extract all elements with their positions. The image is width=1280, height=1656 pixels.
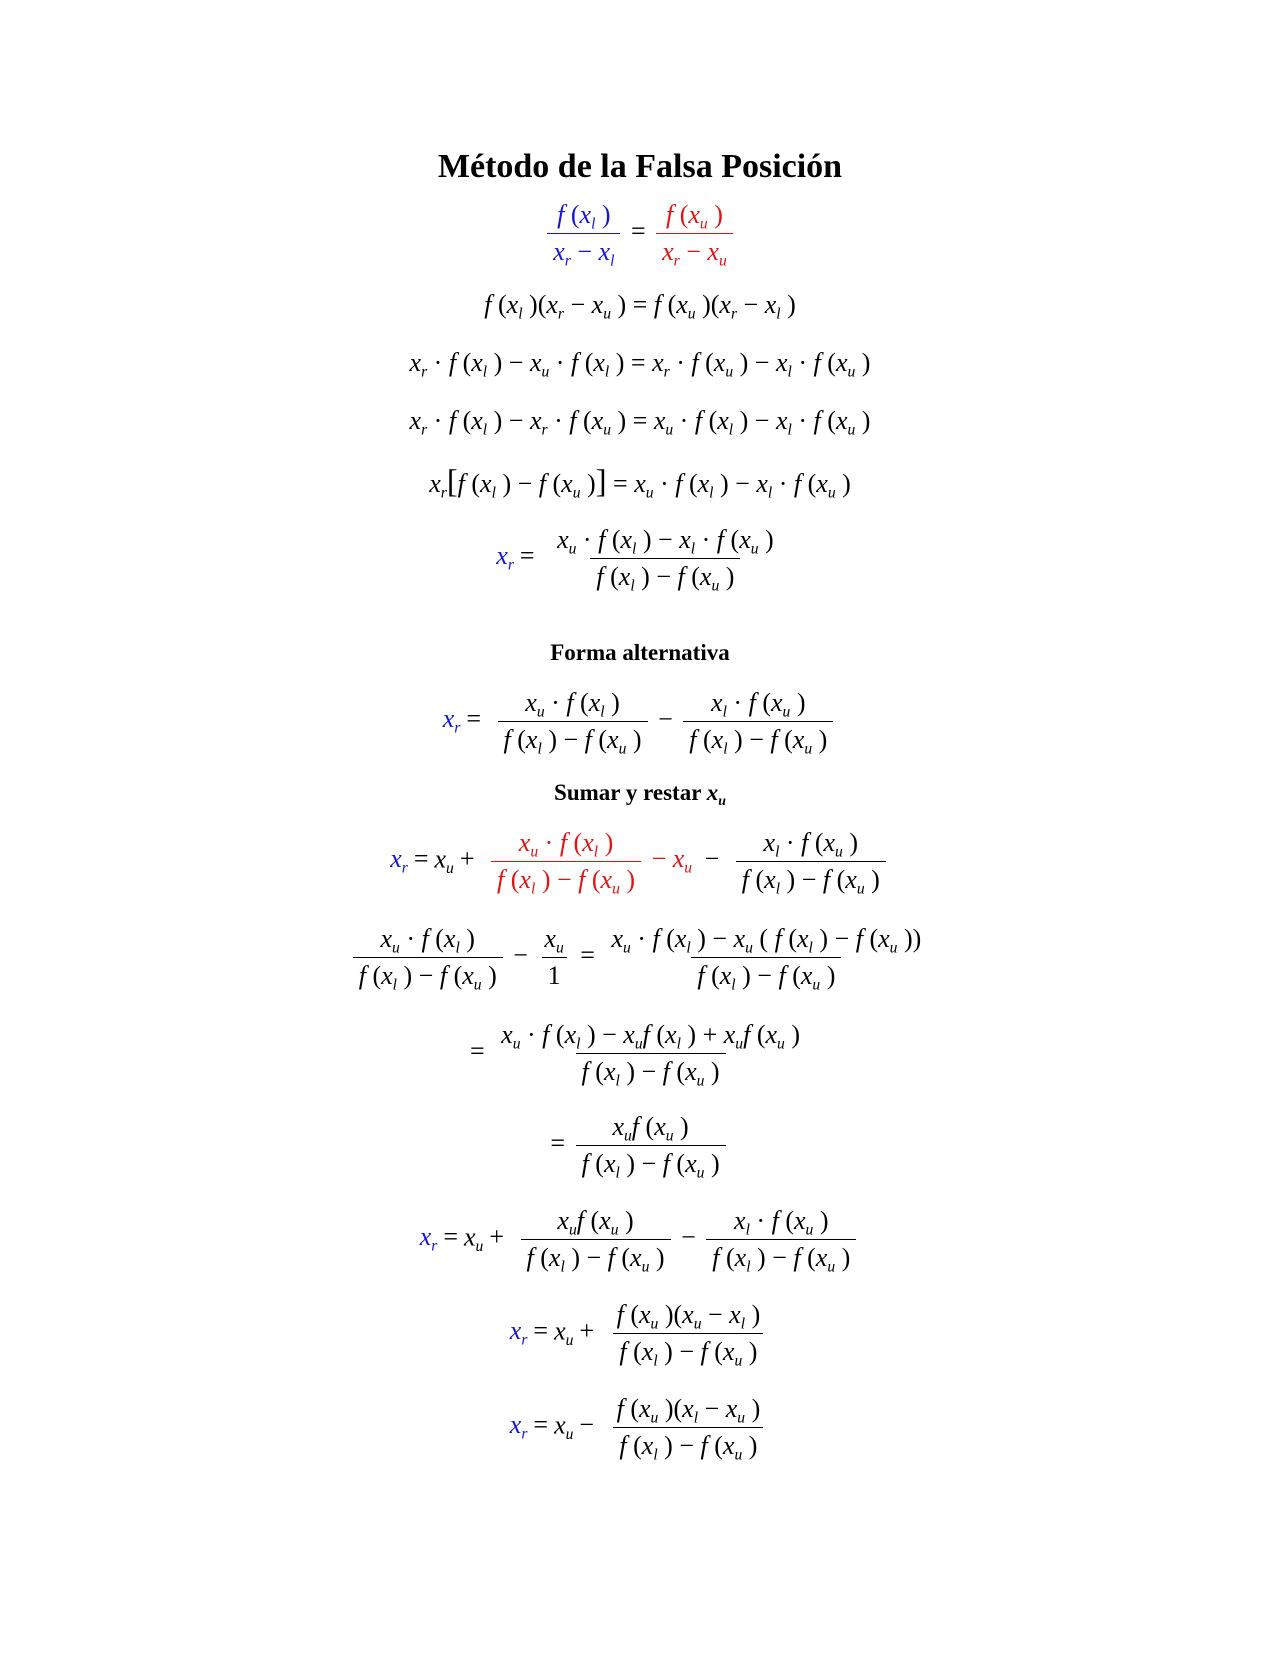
equation-alternative-minus: $x_r = x_u$ − $\frac{f (x_u )(x_l - x_u )}{f (x_l ) - f (x_u )}$ [0,1394,1280,1461]
equation-combine-terms: $\frac{x_u \cdot f (x_l )}{f (x_l ) - f (x_u )}$ − $\frac{x_u}{1}$ = $\frac{x_u \cdot f (x_l ) - x_u ( f (x_l ) - f (x_u ))}{f (x_l ) - f (x_u )}$ [0,924,1280,991]
equation-factored: $x_r[f$ ($x_l$ ) − f ($x_u$ )] = $x_u \cdot f$ ($x_l$ ) − $x_l \cdot f$ ($x_u$ ) [429,464,851,502]
heading-add-subtract-sub: u [718,792,726,808]
heading-add-subtract [0,780,1280,806]
heading-alternative-form: Forma alternativa [550,640,730,665]
page-title: Método de la Falsa Posición [437,148,843,185]
equation-false-position-formula: $x_r$ = $\frac{x_u \cdot f (x_l ) - x_l \cdot f (x_u )}{f (x_l ) - f (x_u )}$ [496,525,774,595]
heading-add-subtract-text: Sumar y restar [554,780,707,805]
equation-similar-triangles: $\frac{f (x_l )}{x_r - x_l}$ = $\frac{f (x_u )}{x_r - x_u}$ [0,200,1280,267]
equation-substituted: $x_r = x_u$ + $\frac{x_uf (x_u )}{f (x_l ) - f (x_u )}$ − $\frac{x_l \cdot f (x_u )}{f (x_l ) - f (x_u )}$ [0,1206,1280,1273]
equation-add-subtract-xu: $x_r = x_u$ + $\frac{x_u \cdot f (x_l )}{f (x_l ) - f (x_u )}$ − $x_u$ − $\frac{x_l \cdot f (x_u )}{f (x_l ) - f (x_u )}$ [0,828,1280,895]
equation-cross-multiply: f ($x_l$ )($x_r - x_u$ ) = f ($x_u$ )($x_r - x_l$ ) [484,290,796,323]
equation-alternative-plus: $x_r = x_u$ + $\frac{f (x_u )(x_u - x_l )}{f (x_l ) - f (x_u )}$ [0,1300,1280,1367]
equation-simplified: = $\frac{x_uf (x_u )}{f (x_l ) - f (x_u )}$ [0,1112,1280,1179]
equation-split-fraction: $x_r$ = $\frac{x_u \cdot f (x_l )}{f (x_l ) - f (x_u )}$ − $\frac{x_l \cdot f (x_u )}{f (x_l ) - f (x_u )}$ [0,688,1280,755]
heading-add-subtract-var: x [706,780,719,805]
equation-rearranged: $x_r \cdot f$ ($x_l$ ) − $x_r \cdot f$ ($x_u$ ) = $x_u \cdot f$ ($x_l$ ) − $x_l \cdot f$ ($x_u$ ) [409,406,871,439]
equation-distribute: = $\frac{x_u \cdot f (x_l ) - x_uf (x_l ) + x_uf (x_u )}{f (x_l ) - f (x_u )}$ [469,1020,801,1090]
equation-expanded: $x_r \cdot f$ ($x_l$ ) − $x_u \cdot f$ ($x_l$ ) = $x_r \cdot f$ ($x_u$ ) − $x_l \cdot f$ ($x_u$ ) [409,348,871,381]
